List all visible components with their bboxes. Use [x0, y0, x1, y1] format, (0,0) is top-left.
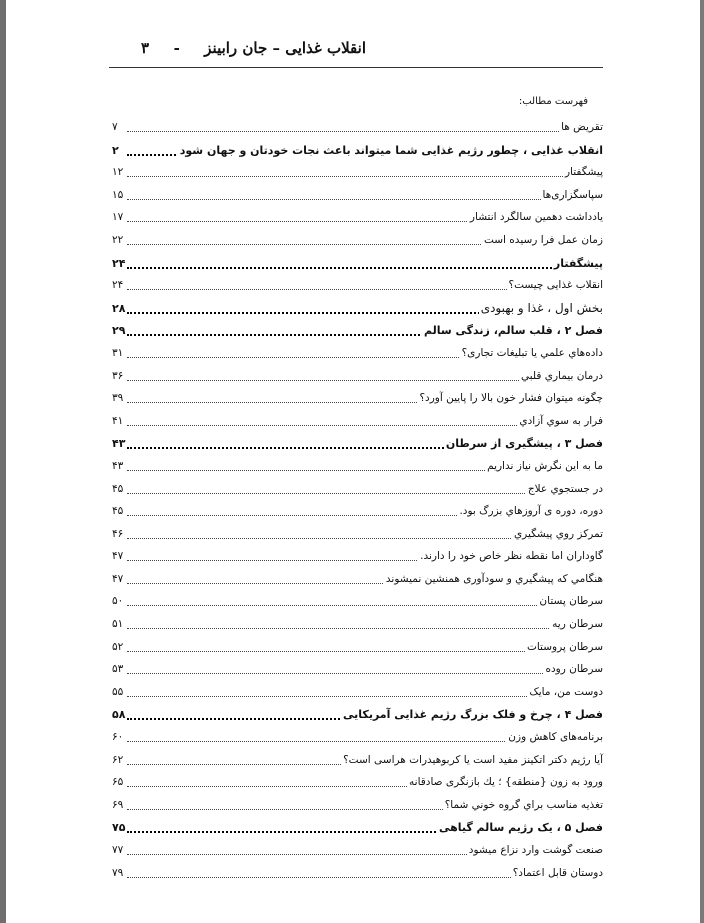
toc-entry-page: ۲۸	[112, 301, 126, 315]
toc-entry[interactable]	[109, 366, 603, 389]
toc-entry-page: ۵۰	[112, 595, 124, 608]
toc-entry-title: دوره، دوره ی آروزهاي بزرگ بود.	[459, 505, 603, 518]
toc-entry-title: تغذیه مناسب براي گروه خوني شما؟	[444, 798, 603, 811]
toc-entry-title: تقریض ها	[561, 121, 603, 133]
toc-entry-title: سرطان پستان	[539, 595, 603, 608]
toc-entry-title: سرطان پروستات	[526, 640, 603, 653]
toc-entry-page: ۷۹	[112, 866, 124, 879]
toc-entry[interactable]	[109, 320, 603, 343]
toc-entry[interactable]	[109, 614, 603, 637]
toc-entry-page: ۴۱	[112, 414, 124, 427]
toc-entry-title: گاوداران اما نقطه نظر خاص خود را دارند.	[420, 550, 603, 563]
toc-entry-title: انقلاب غذایی ، چطور رژیم غذایی شما میتواند باعث نجات خودتان و جهان شود	[179, 143, 603, 157]
table-of-contents	[109, 117, 603, 885]
dot-leader	[127, 199, 603, 200]
header-separator: -	[173, 39, 180, 57]
toc-entry[interactable]	[109, 772, 603, 795]
dot-leader	[127, 628, 603, 629]
toc-entry-page: ۲۴	[112, 256, 126, 270]
toc-entry-page: ۵۸	[112, 708, 126, 722]
toc-entry-page: ۶۲	[112, 753, 124, 766]
toc-entry-page: ۶۰	[112, 731, 124, 744]
toc-entry[interactable]	[109, 546, 603, 569]
toc-entry[interactable]	[109, 140, 603, 163]
toc-entry-title: بخش اول ، غذا و بهبودی	[480, 300, 603, 315]
toc-entry-title: فصل ۵ ، یک رژیم سالم گیاهی	[438, 821, 603, 835]
toc-entry[interactable]	[109, 162, 603, 185]
toc-entry-title: فرار به سوي آزادي	[519, 414, 603, 427]
toc-entry[interactable]	[109, 433, 603, 456]
toc-entry-title: آیا رژیم دکتر اتکینز مفید است یا کربوهیدرات هراسی است؟	[343, 753, 603, 766]
toc-entry-title: پیشگفتار	[553, 256, 603, 270]
toc-entry-title: برنامه‌های کاهش وزن	[508, 731, 603, 744]
toc-entry-title: چگونه میتوان فشار خون بالا را پایین آورد؟	[419, 392, 603, 405]
toc-entry[interactable]	[109, 501, 603, 524]
toc-entry-page: ۴۵	[112, 482, 124, 495]
toc-entry-page: ۴۳	[112, 437, 126, 451]
toc-entry-page: ۶۹	[112, 798, 124, 811]
toc-entry-title: زمان عمل فرا رسیده است	[483, 233, 603, 246]
toc-entry[interactable]	[109, 298, 603, 321]
toc-entry-page: ۴۳	[112, 459, 124, 472]
toc-entry[interactable]	[109, 388, 603, 411]
toc-entry[interactable]	[109, 343, 603, 366]
dot-leader	[127, 673, 603, 674]
toc-entry-page: ۳۹	[112, 392, 124, 405]
toc-entry-title: داده‌هاي علمي يا تبليغات تجاری؟	[461, 346, 603, 359]
toc-entry[interactable]	[109, 840, 603, 863]
toc-entry-title: در جستجوي علاج	[527, 482, 603, 495]
toc-entry[interactable]	[109, 817, 603, 840]
header-rule	[109, 67, 603, 68]
toc-entry-page: ۲	[112, 143, 119, 157]
toc-entry-page: ۲۹	[112, 324, 126, 338]
toc-entry[interactable]	[109, 253, 603, 276]
toc-entry-title: فصل ۳ ، پیشگیری از سرطان	[445, 437, 603, 451]
toc-entry-title: فصل ۴ ، چرخ و فلک بزرگ رژیم غذایی آمریکایی	[343, 708, 603, 722]
header-title: انقلاب غذایی – جان رابینز	[204, 39, 366, 57]
toc-label: فهرست مطالب:	[518, 96, 588, 107]
toc-entry-page: ۴۶	[112, 527, 124, 540]
toc-entry-title: صنعت گوشت وارد نزاع میشود	[468, 844, 603, 856]
toc-entry-page: ۶۵	[112, 776, 124, 789]
toc-entry[interactable]	[109, 275, 603, 298]
page-header	[141, 39, 366, 63]
toc-entry-page: ۵۵	[112, 685, 124, 698]
toc-entry-title: دوستان قابل اعتماد؟	[512, 866, 603, 879]
toc-entry-title: درمان بیماري قلبي	[520, 369, 603, 382]
toc-entry-page: ۳۶	[112, 369, 124, 382]
toc-entry-title: ما به این نگرش نیاز نداریم	[487, 459, 603, 472]
toc-entry[interactable]	[109, 569, 603, 592]
dot-leader	[127, 605, 603, 606]
toc-entry[interactable]	[109, 704, 603, 727]
toc-entry[interactable]	[109, 795, 603, 818]
toc-entry[interactable]	[109, 207, 603, 230]
toc-entry-page: ۴۷	[112, 550, 124, 563]
toc-entry[interactable]	[109, 863, 603, 886]
toc-entry[interactable]	[109, 750, 603, 773]
toc-entry-title: سرطان روده	[545, 663, 603, 676]
toc-entry[interactable]	[109, 117, 603, 140]
document-page	[6, 0, 700, 923]
toc-entry-page: ۵۲	[112, 640, 124, 653]
header-page-number: ۳	[141, 39, 150, 57]
toc-entry[interactable]	[109, 591, 603, 614]
toc-entry[interactable]	[109, 411, 603, 434]
toc-entry-title: تمرکز روي پيشگيري	[513, 527, 603, 540]
toc-entry-title: هنگامي که پيشگيري و سودآوری همنشين نميشوند	[385, 572, 603, 585]
dot-leader	[127, 267, 603, 269]
toc-entry-page: ۱۵	[112, 188, 124, 201]
toc-entry-page: ۷۷	[112, 844, 124, 856]
toc-entry[interactable]	[109, 524, 603, 547]
toc-entry-title: دوست من، مایک	[529, 685, 603, 698]
toc-entry[interactable]	[109, 456, 603, 479]
dot-leader	[127, 176, 603, 177]
toc-entry-title: فصل ۲ ، قلب سالم، زندگی سالم	[423, 324, 603, 338]
toc-entry[interactable]	[109, 185, 603, 208]
toc-entry-page: ۱۷	[112, 211, 124, 224]
toc-entry-title: ورود به زون {منطقه} ؛ یك بازنگری صادقانه	[409, 776, 603, 789]
toc-entry-page: ۵۱	[112, 618, 124, 631]
toc-entry-title: سپاسگزاری‌ها	[542, 188, 603, 201]
toc-entry-page: ۴۷	[112, 572, 124, 585]
toc-entry-title: یادداشت دهمین سالگرد انتشار	[469, 211, 603, 224]
toc-entry[interactable]	[109, 682, 603, 705]
toc-entry-title: انقلاب غذایی چیست؟	[508, 279, 603, 292]
toc-entry[interactable]	[109, 479, 603, 502]
dot-leader	[127, 131, 603, 132]
toc-entry-page: ۲۴	[112, 279, 124, 292]
toc-entry-page: ۷	[112, 121, 118, 133]
toc-entry[interactable]	[109, 637, 603, 660]
toc-entry-page: ۲۲	[112, 233, 124, 246]
toc-entry-title: سرطان ریه	[552, 618, 603, 631]
toc-entry[interactable]	[109, 230, 603, 253]
toc-entry-page: ۵۳	[112, 663, 124, 676]
window-frame-right	[700, 0, 704, 923]
toc-entry[interactable]	[109, 727, 603, 750]
toc-entry-page: ۱۲	[112, 166, 124, 179]
toc-entry-page: ۷۵	[112, 821, 126, 835]
toc-entry-page: ۳۱	[112, 346, 124, 359]
toc-entry-page: ۴۵	[112, 505, 124, 518]
toc-entry-title: پیشگفتار	[564, 166, 603, 179]
toc-entry[interactable]	[109, 659, 603, 682]
